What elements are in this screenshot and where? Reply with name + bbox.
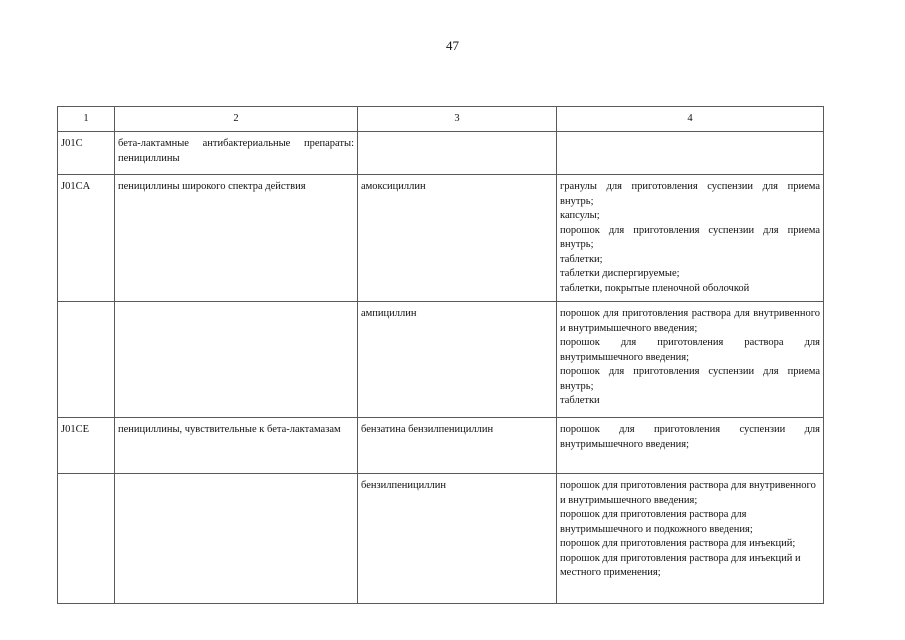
dosage-form-line: таблетки диспергируемые;	[560, 268, 680, 279]
table-row	[58, 132, 824, 175]
drug-name-cell: бензатина бензилпенициллин	[358, 418, 557, 474]
pharmacological-group-cell: бета-лактамные антибактериальные препараты: пенициллины	[115, 132, 358, 175]
dosage-form-line: порошок для приготовления раствора для внутримышечного и подкожного введения;	[560, 509, 753, 535]
dosage-form-line: порошок для приготовления суспензии для приема внутрь;	[560, 366, 820, 392]
dosage-forms-cell	[557, 175, 824, 302]
drug-classification-table	[57, 106, 824, 604]
drug-name-cell: бензилпенициллин	[358, 474, 557, 604]
dosage-form-line: порошок для приготовления раствора для внутривенного и внутримышечного введения;	[560, 480, 816, 506]
atc-code-cell	[58, 474, 115, 604]
atc-code-cell	[58, 302, 115, 418]
dosage-form-line: таблетки;	[560, 253, 603, 265]
dosage-forms-cell	[557, 474, 824, 604]
dosage-form-line: порошок для приготовления раствора для инъекций и местного применения;	[560, 552, 801, 578]
atc-code-cell: J01CE	[58, 418, 115, 474]
pharmacological-group-cell: пенициллины широкого спектра действия	[115, 175, 358, 302]
dosage-form-line: гранулы для приготовления суспензии для приема внутрь;	[560, 181, 820, 207]
column-header-3: 3	[358, 107, 557, 132]
table-row	[58, 418, 824, 474]
pharmacological-group-cell: пенициллины, чувствительные к бета-лактамазам	[115, 418, 358, 474]
table-row	[58, 175, 824, 302]
pharmacological-group-cell	[115, 302, 358, 418]
table-row	[58, 474, 824, 604]
dosage-form-line: порошок для приготовления раствора для внутривенного и внутримышечного введения;	[560, 308, 820, 334]
dosage-form-line: порошок для приготовления раствора для внутримышечного введения;	[560, 337, 820, 363]
atc-code-cell: J01CA	[58, 175, 115, 302]
dosage-form-line: капсулы;	[560, 210, 600, 221]
dosage-forms-cell	[557, 418, 824, 474]
dosage-form-line: порошок для приготовления суспензии для приема внутрь;	[560, 224, 820, 250]
column-header-4: 4	[557, 107, 824, 132]
dosage-form-line: порошок для приготовления раствора для инъекций;	[560, 538, 796, 549]
drug-name-cell: ампициллин	[358, 302, 557, 418]
dosage-forms-cell	[557, 302, 824, 418]
dosage-forms-cell	[557, 132, 824, 175]
page-number: 47	[446, 38, 459, 53]
atc-code-cell: J01C	[58, 132, 115, 175]
column-header-1: 1	[58, 107, 115, 132]
table-row	[58, 302, 824, 418]
pharmacological-group-cell	[115, 474, 358, 604]
dosage-form-line: таблетки, покрытые пленочной оболочкой	[560, 282, 750, 294]
drug-name-cell: амоксициллин	[358, 175, 557, 302]
drug-name-cell	[358, 132, 557, 175]
dosage-form-line: таблетки	[560, 395, 600, 406]
column-header-2: 2	[115, 107, 358, 132]
table-header-row	[58, 107, 824, 132]
dosage-form-line: порошок для приготовления суспензии для внутримышечного введения;	[560, 424, 820, 450]
